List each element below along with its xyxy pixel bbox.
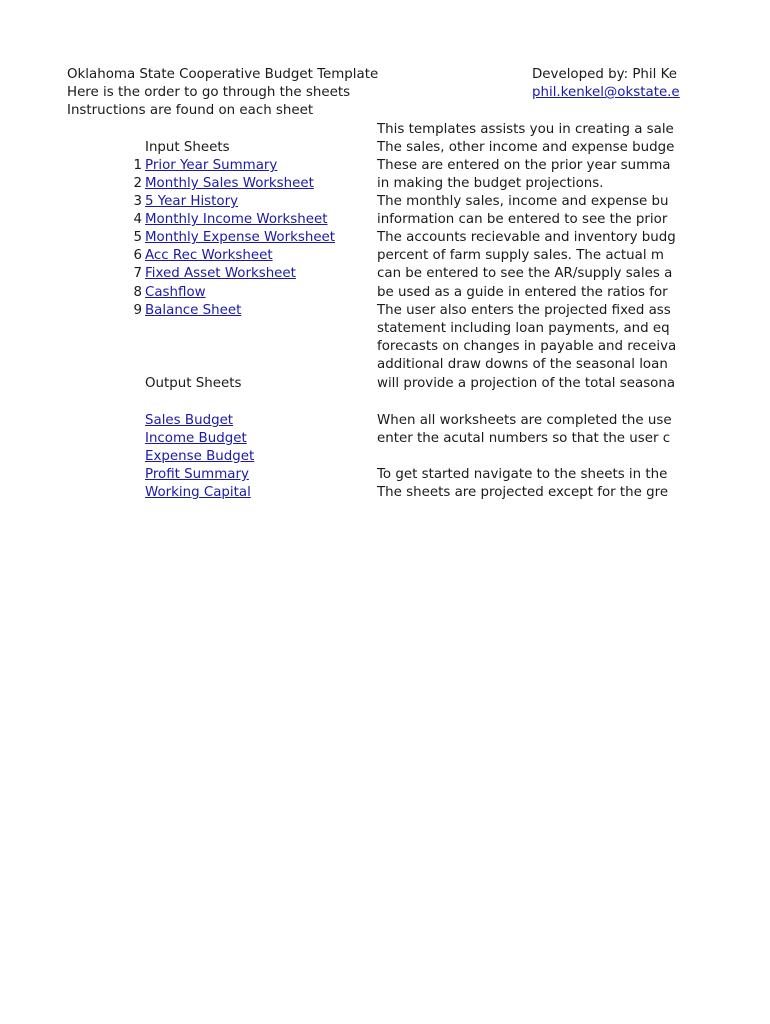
page-title: Oklahoma State Cooperative Budget Template [67,67,379,82]
description-line: additional draw downs of the seasonal loan [377,357,668,372]
item-number: 2 [133,176,142,191]
description-line: The sales, other income and expense budge [377,140,675,155]
link-profit-summary[interactable]: Profit Summary [145,467,249,482]
link-monthly-sales-worksheet[interactable]: Monthly Sales Worksheet [145,176,314,191]
description-line: forecasts on changes in payable and receiva [377,339,677,354]
output-sheets-heading: Output Sheets [145,376,242,391]
description-line: These are entered on the prior year summa [377,158,671,173]
developer-credit: Developed by: Phil Ke [532,67,677,82]
link-monthly-expense-worksheet[interactable]: Monthly Expense Worksheet [145,230,336,245]
description-line: be used as a guide in entered the ratios for [377,285,668,300]
link-fixed-asset-worksheet[interactable]: Fixed Asset Worksheet [145,266,296,281]
description-line: information can be entered to see the prior [377,212,668,227]
link-monthly-income-worksheet[interactable]: Monthly Income Worksheet [145,212,328,227]
link-cashflow[interactable]: Cashflow [145,285,206,300]
link-acc-rec-worksheet[interactable]: Acc Rec Worksheet [145,248,273,263]
description-line: The sheets are projected except for the gre [377,485,669,500]
order-line: Here is the order to go through the sheets [67,85,351,100]
item-number: 1 [133,158,142,173]
description-line: in making the budget projections. [377,176,604,191]
instructions-line: Instructions are found on each sheet [67,103,314,118]
link-sales-budget[interactable]: Sales Budget [145,413,234,428]
description-line: The monthly sales, income and expense bu [377,194,669,209]
item-number: 9 [133,303,142,318]
link-expense-budget[interactable]: Expense Budget [145,449,255,464]
link-5-year-history[interactable]: 5 Year History [145,194,239,209]
input-sheets-heading: Input Sheets [145,140,230,155]
item-number: 3 [133,194,142,209]
description-line: percent of farm supply sales. The actual m [377,248,664,263]
item-number: 4 [133,212,142,227]
link-working-capital[interactable]: Working Capital [145,485,251,500]
link-balance-sheet[interactable]: Balance Sheet [145,303,242,318]
description-line: When all worksheets are completed the use [377,413,672,428]
item-number: 5 [133,230,142,245]
description-line: The accounts recievable and inventory budg [377,230,676,245]
description-line: This templates assists you in creating a sale [377,122,674,137]
description-line: To get started navigate to the sheets in the [377,467,668,482]
description-line: can be entered to see the AR/supply sales a [377,266,673,281]
description-line: will provide a projection of the total seasona [377,376,676,391]
item-number: 7 [133,266,142,281]
description-line: enter the acutal numbers so that the user c [377,431,671,446]
link-prior-year-summary[interactable]: Prior Year Summary [145,158,278,173]
item-number: 8 [133,285,142,300]
link-income-budget[interactable]: Income Budget [145,431,247,446]
description-line: statement including loan payments, and eq [377,321,670,336]
description-line: The user also enters the projected fixed ass [377,303,671,318]
developer-email-link[interactable]: phil.kenkel@okstate.e [532,85,680,100]
item-number: 6 [133,248,142,263]
